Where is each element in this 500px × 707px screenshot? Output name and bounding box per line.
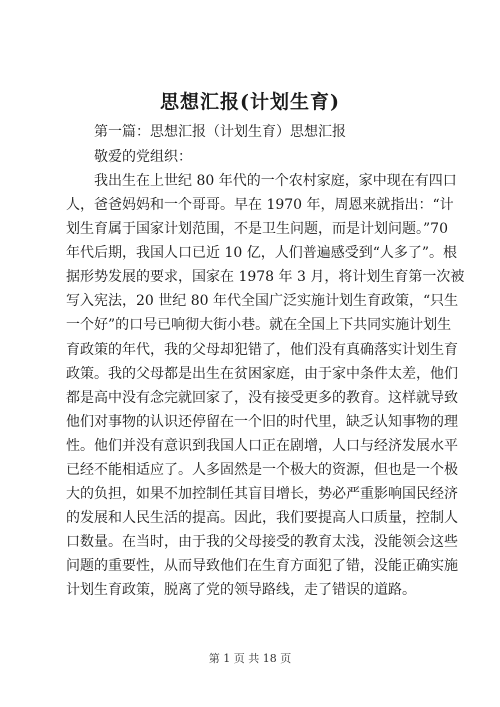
page-footer: 第 1 页 共 18 页 — [208, 652, 292, 665]
body-line: 他们对事物的认识还停留在一个旧的时代里，缺乏认知事物的理 — [66, 414, 458, 430]
body-line: 大的负担，如果不加控制任其盲目增长，势必严重影响国民经济 — [66, 486, 458, 502]
body-line: 划生育属于国家计划范围，不是卫生问题，而是计划问题。”70 — [66, 221, 448, 237]
body-line: 性。他们并没有意识到我国人口正在剧增，人口与经济发展水平 — [66, 438, 458, 454]
body-line: 已经不能相适应了。人多固然是一个极大的资源，但也是一个极 — [66, 462, 458, 478]
body-line: 口数量。在当时，由于我的父母接受的教育太浅，没能领会这些 — [66, 534, 458, 550]
body-line: 计划生育政策，脱离了党的领导路线，走了错误的道路。 — [66, 582, 416, 598]
body-line: 育政策的年代，我的父母却犯错了，他们没有真确落实计划生育 — [66, 342, 458, 358]
body-line: 据形势发展的要求，国家在 1978 年 3 月，将计划生育第一次被 — [66, 269, 465, 285]
salutation: 敬爱的党组织： — [94, 149, 192, 165]
body-line: 政策。我的父母都是出生在贫困家庭，由于家中条件太差，他们 — [66, 366, 458, 382]
body-line: 一个好”的口号已响彻大街小巷。就在全国上下共同实施计划生 — [66, 317, 452, 333]
body-line: 人，爸爸妈妈和一个哥哥。早在 1970 年，周恩来就指出：“计 — [66, 197, 454, 213]
document-title: 思想汇报(计划生育) — [160, 91, 340, 113]
body-line: 都是高中没有念完就回家了，没有接受更多的教育。这样就导致 — [66, 390, 458, 406]
body-line: 的发展和人民生活的提高。因此，我们要提高人口质量，控制人 — [66, 510, 458, 526]
body-line: 问题的重要性，从而导致他们在生育方面犯了错，没能正确实施 — [66, 558, 458, 574]
body-line: 写入宪法，20 世纪 80 年代全国广泛实施计划生育政策，“只生 — [66, 293, 459, 309]
body-line: 年代后期，我国人口已近 10 亿，人们普遍感受到“人多了”。根 — [66, 245, 458, 261]
section-heading: 第一篇：思想汇报（计划生育）思想汇报 — [94, 124, 346, 140]
body-line: 我出生在上世纪 80 年代的一个农村家庭，家中现在有四口 — [94, 173, 457, 189]
